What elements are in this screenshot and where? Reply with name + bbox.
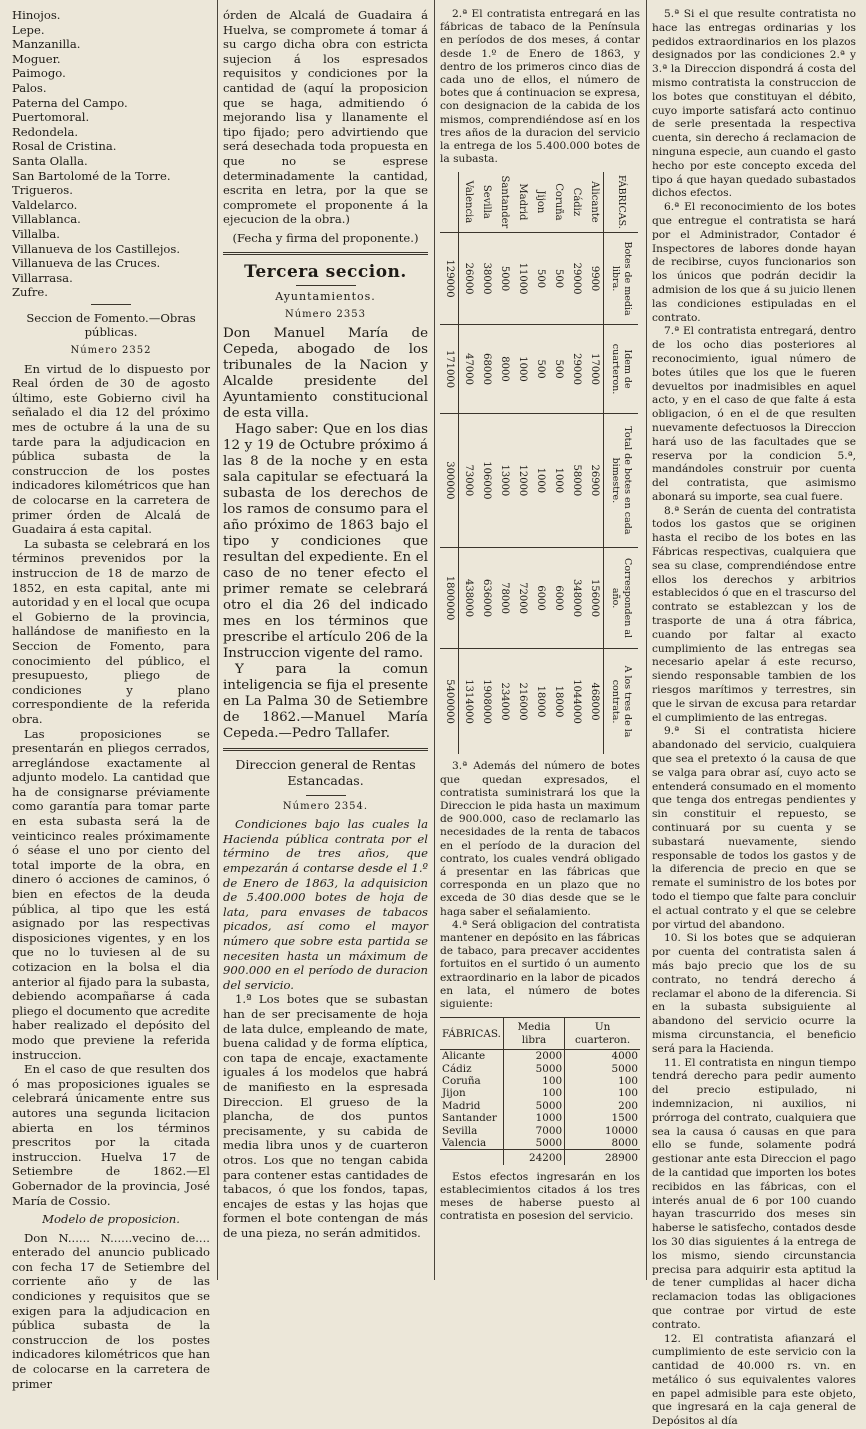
- table-cell: 5000: [503, 1100, 564, 1112]
- table-cell: 200: [565, 1100, 640, 1112]
- notice-number: Número 2354.: [223, 800, 428, 815]
- table-header: FÁBRICAS.: [440, 1018, 503, 1050]
- table-cell: Cádiz: [440, 1063, 503, 1075]
- separator: [91, 304, 131, 305]
- table-row: [440, 1050, 640, 1063]
- table-cell: Madrid: [513, 172, 531, 232]
- table-cell: 438000: [459, 548, 478, 649]
- table-cell: Coruña: [549, 172, 567, 232]
- paragraph: Y para la comun inteligencia se fija el presente en La Palma 30 de Setiembre de 1862.—Manuel María Cepeda.—Pedro Tallafer.: [223, 662, 428, 742]
- table-cell: 5000: [495, 233, 513, 325]
- table-cell: 1044000: [567, 649, 585, 754]
- paragraph: 9.ª Si el contratista hiciere abandonado del servicio, cualquiera que sea el pretexto ó la causa de que se valga para obrar así, cuyo acto se entenderá consumado en el momento que tenga dos entregas pendientes y sin constituir el repuesto, se continuará por su cuenta y se subastará nuevamente, siendo responsable de todos los gastos y de la diferencia de precio en que se remate el suministro de los botes por todo el tiempo que falte para concluir el actual contrato y el que se celebre por virtud del abandono.: [652, 725, 856, 932]
- table-cell: 58000: [567, 414, 585, 548]
- paragraph: órden de Alcalá de Guadaira á Huelva, se compromete á tomar á su cargo dicha obra con estricta sujecion á los espresados requisitos y condiciones por la cantidad de (aquí la proposicion que se haga, admitiendo ó mejorando lisa y llanamente el tipo fijado; pero advirtiendo que será desechada toda propuesta en que no se esprese determinadamente la cantidad, escrita en letra, por la que se compromete el proponente á la ejecucion de la obra.): [223, 8, 428, 227]
- table-cell: 9900: [585, 233, 604, 325]
- subsection-heading: Ayuntamientos.: [223, 290, 428, 305]
- table-cell: 5000: [503, 1063, 564, 1075]
- town-item: Puertomoral.: [12, 110, 210, 125]
- table-cell: 500: [531, 325, 549, 413]
- paragraph: 7.ª El contratista entregará, dentro de los ocho dias posteriores al reconocimiento, igual número de botes útiles que los que le fueren devueltos por inadmisibles en aquel acto, y en el caso de que falte á esta obligacion, ó en el de que resulten nuevamente defectuosos la Direccion hará uso de las facultades que se reserva por la condicion 5.ª, mandándoles construir por cuenta del contratista, que asimismo abonará su importe, sea cual fuere.: [652, 325, 856, 504]
- table-cell: 1800000: [440, 548, 459, 649]
- town-item: Rosal de Cristina.: [12, 139, 210, 154]
- table-cell: 1000: [513, 325, 531, 413]
- table-header: A los tres de la contrata.: [604, 649, 638, 754]
- table-cell: 500: [549, 233, 567, 325]
- table-cell: 500: [549, 325, 567, 413]
- table-cell: 78000: [495, 548, 513, 649]
- column-3: [440, 8, 640, 1274]
- signature-line: (Fecha y firma del proponente.): [223, 231, 428, 246]
- table-cell: 38000: [477, 233, 495, 325]
- table-total-row: [440, 1150, 640, 1165]
- table-row: [495, 172, 513, 754]
- table-cell: 4000: [565, 1050, 640, 1063]
- table-cell: 72000: [513, 548, 531, 649]
- town-item: Villanueva de los Castillejos.: [12, 242, 210, 257]
- paragraph: 4.ª Será obligacion del contratista mantener en depósito en las fábricas de tabaco, para precaver accidentes fortuitos en el surtido ó un aumento extraordinario en la labor de picados en lata, el número de botes siguiente:: [440, 919, 640, 1011]
- table-cell: 26900: [585, 414, 604, 548]
- paragraph: 2.ª El contratista entregará en las fábricas de tabaco de la Península en períodos de dos meses, á contar desde 1.º de Enero de 1863, y dentro de los primeros cinco dias de cada uno de ellos, el número de botes que á continuacion se expresa, con designacion de la cabida de los mismos, comprendiéndose así en los tres años de la duracion del servicio la entrega de los 5.400.000 botes de la subasta.: [440, 8, 640, 166]
- column-1: [12, 8, 210, 1274]
- table-row: [513, 172, 531, 754]
- table-cell: 5000: [503, 1137, 564, 1150]
- separator: [223, 252, 428, 255]
- table-cell: 6000: [531, 548, 549, 649]
- table-cell: 636000: [477, 548, 495, 649]
- town-item: Lepe.: [12, 23, 210, 38]
- table-cell: 29000: [567, 233, 585, 325]
- town-item: Hinojos.: [12, 8, 210, 23]
- paragraph: En el caso de que resulten dos ó mas proposiciones iguales se celebrará únicamente entre sus autores una segunda licitacion abierta en los términos prescritos por la citada instruccion. Huelva 17 de Setiembre de 1862.—El Gobernador de la provincia, José María de Cossio.: [12, 1062, 210, 1208]
- notice-number: Número 2353: [223, 308, 428, 323]
- town-item: Paimogo.: [12, 66, 210, 81]
- table-header: Total de botes en cada bimestre.: [604, 414, 638, 548]
- model-title: Modelo de proposicion.: [12, 1212, 210, 1227]
- section-heading: Direccion general de Rentas Estancadas.: [223, 757, 428, 789]
- table-row: [459, 172, 478, 754]
- table-cell: [440, 1150, 503, 1165]
- table-cell: 216000: [513, 649, 531, 754]
- table-header: Corresponden al año.: [604, 548, 638, 649]
- table-cell: 129000: [440, 233, 459, 325]
- table-cell: 1500: [565, 1112, 640, 1124]
- table-cell: 100: [565, 1087, 640, 1099]
- table-cell: 8000: [495, 325, 513, 413]
- table-cell: 24200: [503, 1150, 564, 1165]
- paragraph: La subasta se celebrará en los términos prevenidos por la instruccion de 18 de marzo de 1852, en esta capital, ante mi autoridad y en el local que ocupa el Gobierno de la provincia, hallándose de manifiesto en la Seccion de Fomento, para conocimiento del público, el presupuesto, pliego de condiciones y plano correspondiente de la referida obra.: [12, 537, 210, 727]
- column-rule: [646, 0, 647, 1280]
- table-cell: Sevilla: [477, 172, 495, 232]
- table-header: Idem de cuarteron.: [604, 325, 638, 413]
- table-row: [440, 1100, 640, 1112]
- table-cell: 10000: [565, 1125, 640, 1137]
- table-cell: Jijon: [440, 1087, 503, 1099]
- notice-body: [223, 326, 428, 742]
- table-cell: 1314000: [459, 649, 478, 754]
- table-cell: 100: [503, 1087, 564, 1099]
- table-header: FÁBRICAS.: [604, 172, 638, 232]
- paragraph: 5.ª Si el que resulte contratista no hace las entregas ordinarias y los pedidos extraordinarios en los plazos designados por las condiciones 2.ª y 3.ª la Direccion dispondrá á costa del mismo contratista la construccion de los botes que constituyan el débito, cuyo importe satisfará acto continuo de serle presentada la respectiva cuenta, sin derecho á reclamacion de ninguna especie, aun cuando el gasto hecho por este concepto exceda del tipo á que hayan quedado subastados dichos efectos.: [652, 8, 856, 201]
- table-row: [440, 1125, 640, 1137]
- table-row: [440, 1087, 640, 1099]
- town-item: Trigueros.: [12, 183, 210, 198]
- paragraph: En virtud de lo dispuesto por Real órden de 30 de agosto último, este Gobierno civil ha señalado el dia 12 del próximo mes de octubre á la una de su tarde para la adjudicacion en pública subasta de la construccion de los postes indicadores kilométricos que han de colocarse en la carretera de primer órden de Alcalá de Guadaira á esta capital.: [12, 362, 210, 537]
- table-cell: Valencia: [440, 1137, 503, 1150]
- table-cell: 73000: [459, 414, 478, 548]
- paragraph: Hago saber: Que en los dias 12 y 19 de Octubre próximo á las 8 de la noche y en esta sala capitular se efectuará la subasta de los derechos de los ramos de consumo para el año próximo de 1863 bajo el tipo y condiciones que resultan del expediente. En el caso de no tener efecto el primer remate se celebrará otro el dia 26 del indicado mes en los términos que prescribe el artículo 206 de la Instruccion vigente del ramo.: [223, 422, 428, 662]
- town-item: Palos.: [12, 81, 210, 96]
- town-item: Villablanca.: [12, 212, 210, 227]
- town-item: Valdelarco.: [12, 198, 210, 213]
- table-cell: Alicante: [440, 1050, 503, 1063]
- table-row: [477, 172, 495, 754]
- table-row: [440, 1075, 640, 1087]
- paragraph: 8.ª Serán de cuenta del contratista todos los gastos que se originen hasta el recibo de los botes en las Fábricas respectivas, cualquiera que sea su clase, comprendiéndose entre ellos los derechos y arbitrios establecidos ó que en el trascurso del contrato se establezcan y los de trasporte de una á otra fábrica, cuando por faltar al exacto cumplimiento de las entregas sea necesario apelar á este recurso, siendo responsable tambien de los riesgos marítimos y terrestres, sin que le sirvan de excusa para retardar el cumplimiento de las entregas.: [652, 505, 856, 726]
- table-cell: Valencia: [459, 172, 478, 232]
- town-item: Manzanilla.: [12, 37, 210, 52]
- town-item: Villanueva de las Cruces.: [12, 256, 210, 271]
- table-cell: 234000: [495, 649, 513, 754]
- paragraph: Estos efectos ingresarán en los establecimientos citados á los tres meses de haberse puesto al contratista en posesion del servicio.: [440, 1171, 640, 1224]
- table-cell: 5400000: [440, 649, 459, 754]
- town-item: Redondela.: [12, 125, 210, 140]
- table-cell: 18000: [531, 649, 549, 754]
- table-cell: 12000: [513, 414, 531, 548]
- table-cell: 47000: [459, 325, 478, 413]
- table-cell: 68000: [477, 325, 495, 413]
- table-cell: 1908000: [477, 649, 495, 754]
- paragraph: Don Manuel María de Cepeda, abogado de los tribunales de la Nacion y Alcalde presidente del Ayuntamiento constitucional de esta villa.: [223, 326, 428, 422]
- column-4: [652, 8, 856, 1274]
- separator: [296, 285, 356, 286]
- table-header: Un cuarteron.: [565, 1018, 640, 1050]
- table-cell: 26000: [459, 233, 478, 325]
- town-item: Villarrasa.: [12, 271, 210, 286]
- separator: [306, 795, 346, 796]
- table-cell: Jijon: [531, 172, 549, 232]
- table-cell: 5000: [565, 1063, 640, 1075]
- table-cell: 18000: [549, 649, 567, 754]
- table-cell: Alicante: [585, 172, 604, 232]
- table-cell: 500: [531, 233, 549, 325]
- table-cell: Coruña: [440, 1075, 503, 1087]
- town-item: Zufre.: [12, 285, 210, 300]
- table-cell: 11000: [513, 233, 531, 325]
- table-cell: Cádiz: [567, 172, 585, 232]
- deposit-table: [440, 1017, 640, 1164]
- town-item: Santa Olalla.: [12, 154, 210, 169]
- table-cell: 106000: [477, 414, 495, 548]
- table-cell: 100: [503, 1075, 564, 1087]
- column-rule: [434, 0, 435, 1280]
- table-row: [531, 172, 549, 754]
- town-item: Villalba.: [12, 227, 210, 242]
- table-cell: [440, 172, 459, 232]
- paragraph: 11. El contratista en ningun tiempo tendrá derecho para pedir aumento del precio estipulado, ni indemnizacion, ni auxilios, ni prórroga del contrato, cualquiera que sea la causa ó causas en que para ello se funde, solamente podrá gestionar ante esta Direccion el pago de la cantidad que importen los botes recibidos en las fábricas, con el interés anual de 6 por 100 cuando hayan trascurrido dos meses sin haberse le satisfecho, contados desde los 30 dias siguientes á la entrega de los mismo, siendo circunstancia precisa para adquirir esta aptitud la de tener cumplidas al hacer dicha reclamacion todas las obligaciones que contrae por virtud de este contrato.: [652, 1057, 856, 1333]
- table-row: [440, 1063, 640, 1075]
- town-item: Moguer.: [12, 52, 210, 67]
- table-cell: 468000: [585, 649, 604, 754]
- table-cell: 1000: [503, 1112, 564, 1124]
- notice-number: Número 2352: [12, 344, 210, 359]
- table-cell: 171000: [440, 325, 459, 413]
- paragraph: 12. El contratista afianzará el cumplimiento de este servicio con la cantidad de 40.000 rs. vn. en metálico ó sus equivalentes valores en papel admisible para este objeto, que ingresará en la caja general de Depósitos al día: [652, 1333, 856, 1429]
- table-cell: 7000: [503, 1125, 564, 1137]
- table-cell: 1000: [549, 414, 567, 548]
- table-cell: 17000: [585, 325, 604, 413]
- paragraph: 1.ª Los botes que se subastan han de ser precisamente de hoja de lata dulce, empleando de mate, buena calidad y de forma elíptica, con tapa de encaje, exactamente iguales á los modelos que habrá de manifiesto en la espresada Direccion. El grueso de la plancha, de dos puntos precisamente, y su cabida de media libra unos y de cuarteron otros. Los que no tengan cabida para contener estas cantidades de tabacos, ó que los fondos, tapas, encajes de estas y las hojas que formen el bote contengan de más de una pieza, no serán admitidos.: [223, 992, 428, 1240]
- table-cell: Sevilla: [440, 1125, 503, 1137]
- town-list: [12, 8, 210, 300]
- paragraph: 10. Si los botes que se adquieran por cuenta del contratista salen á más bajo precio que los de su contrato, no tendrá derecho á reclamar el abono de la diferencia. Si en la subasta subsiguiente al abandono del servicio ocurre la misma circunstancia, el beneficio será para la Hacienda.: [652, 932, 856, 1056]
- separator: [223, 748, 428, 751]
- paragraph: 6.ª El reconocimiento de los botes que entregue el contratista se hará por el Administrador, Contador é Inspectores de labores donde hayan de recibirse, cuyos funcionarios son los únicos que podrán decidir la admision de los que á su juicio llenen las condiciones estipuladas en el contrato.: [652, 201, 856, 325]
- table-cell: 8000: [565, 1137, 640, 1150]
- table-cell: 156000: [585, 548, 604, 649]
- table-cell: 29000: [567, 325, 585, 413]
- table-row: [440, 1112, 640, 1124]
- delivery-table: [440, 172, 640, 754]
- paragraph: 3.ª Además del número de botes que quedan expresados, el contratista suministrará los que la Direccion le pida hasta un maximum de 900.000, caso de reclamarlo las necesidades de la renta de tabacos en el período de la duracion del contrato, los cuales vendrá obligado á presentar en las fábricas que corresponda en un plazo que no exceda de 30 dias desde que se le haga saber el señalamiento.: [440, 760, 640, 918]
- section-heading: Tercera seccion.: [223, 261, 428, 283]
- table-cell: 2000: [503, 1050, 564, 1063]
- paragraph: Don N...... N......vecino de.... enterado del anuncio publicado con fecha 17 de Setiembre del corriente año y de las condiciones y requisitos que se exigen para la adjudicacion en pública subasta de la construccion de los postes indicadores kilométricos que han de colocarse en la carretera de primer: [12, 1231, 210, 1392]
- table-cell: 6000: [549, 548, 567, 649]
- table-row: [440, 1137, 640, 1150]
- table-total-row: [440, 172, 459, 754]
- table-header: Media libra: [503, 1018, 564, 1050]
- town-item: San Bartolomé de la Torre.: [12, 169, 210, 184]
- paragraph: Condiciones bajo las cuales la Hacienda pública contrata por el término de tres años, que empezarán á contarse desde el 1.º de Enero de 1863, la adquisicion de 5.400.000 botes de hoja de lata, para envases de tabacos picados, así como el mayor número que sobre esta partida se necesiten hasta un máximum de 900.000 en el período de duracion del servicio.: [223, 817, 428, 992]
- table-cell: 300000: [440, 414, 459, 548]
- table-header: Botes de media libra.: [604, 233, 638, 325]
- table-cell: 100: [565, 1075, 640, 1087]
- table-row: [567, 172, 585, 754]
- table-cell: Madrid: [440, 1100, 503, 1112]
- column-rule: [217, 0, 218, 1280]
- table-cell: Santander: [440, 1112, 503, 1124]
- table-cell: 348000: [567, 548, 585, 649]
- town-item: Paterna del Campo.: [12, 96, 210, 111]
- table-cell: 28900: [565, 1150, 640, 1165]
- section-title: Seccion de Fomento.—Obras públicas.: [12, 311, 210, 340]
- table-row: [549, 172, 567, 754]
- table-cell: Santander: [495, 172, 513, 232]
- table-row: [585, 172, 604, 754]
- paragraph: Las proposiciones se presentarán en pliegos cerrados, arreglándose exactamente al adjunto modelo. La cantidad que ha de consignarse préviamente como garantía para tomar parte en esta subasta será la de veinticinco reales próximamente ó séase el uno por ciento del total importe de la obra, en dinero ó acciones de caminos, ó bien en efectos de la deuda pública, al tipo que les está asignado por las respectivas disposiciones vigentes, y en los que no lo tuviesen al de su cotizacion en la bolsa el dia anterior al fijado para la subasta, debiendo acompañarse á cada pliego el documento que acredite haber realizado el depósito del modo que previene la referida instruccion.: [12, 727, 210, 1063]
- table-cell: 13000: [495, 414, 513, 548]
- table-cell: 1000: [531, 414, 549, 548]
- column-2: [223, 8, 428, 1274]
